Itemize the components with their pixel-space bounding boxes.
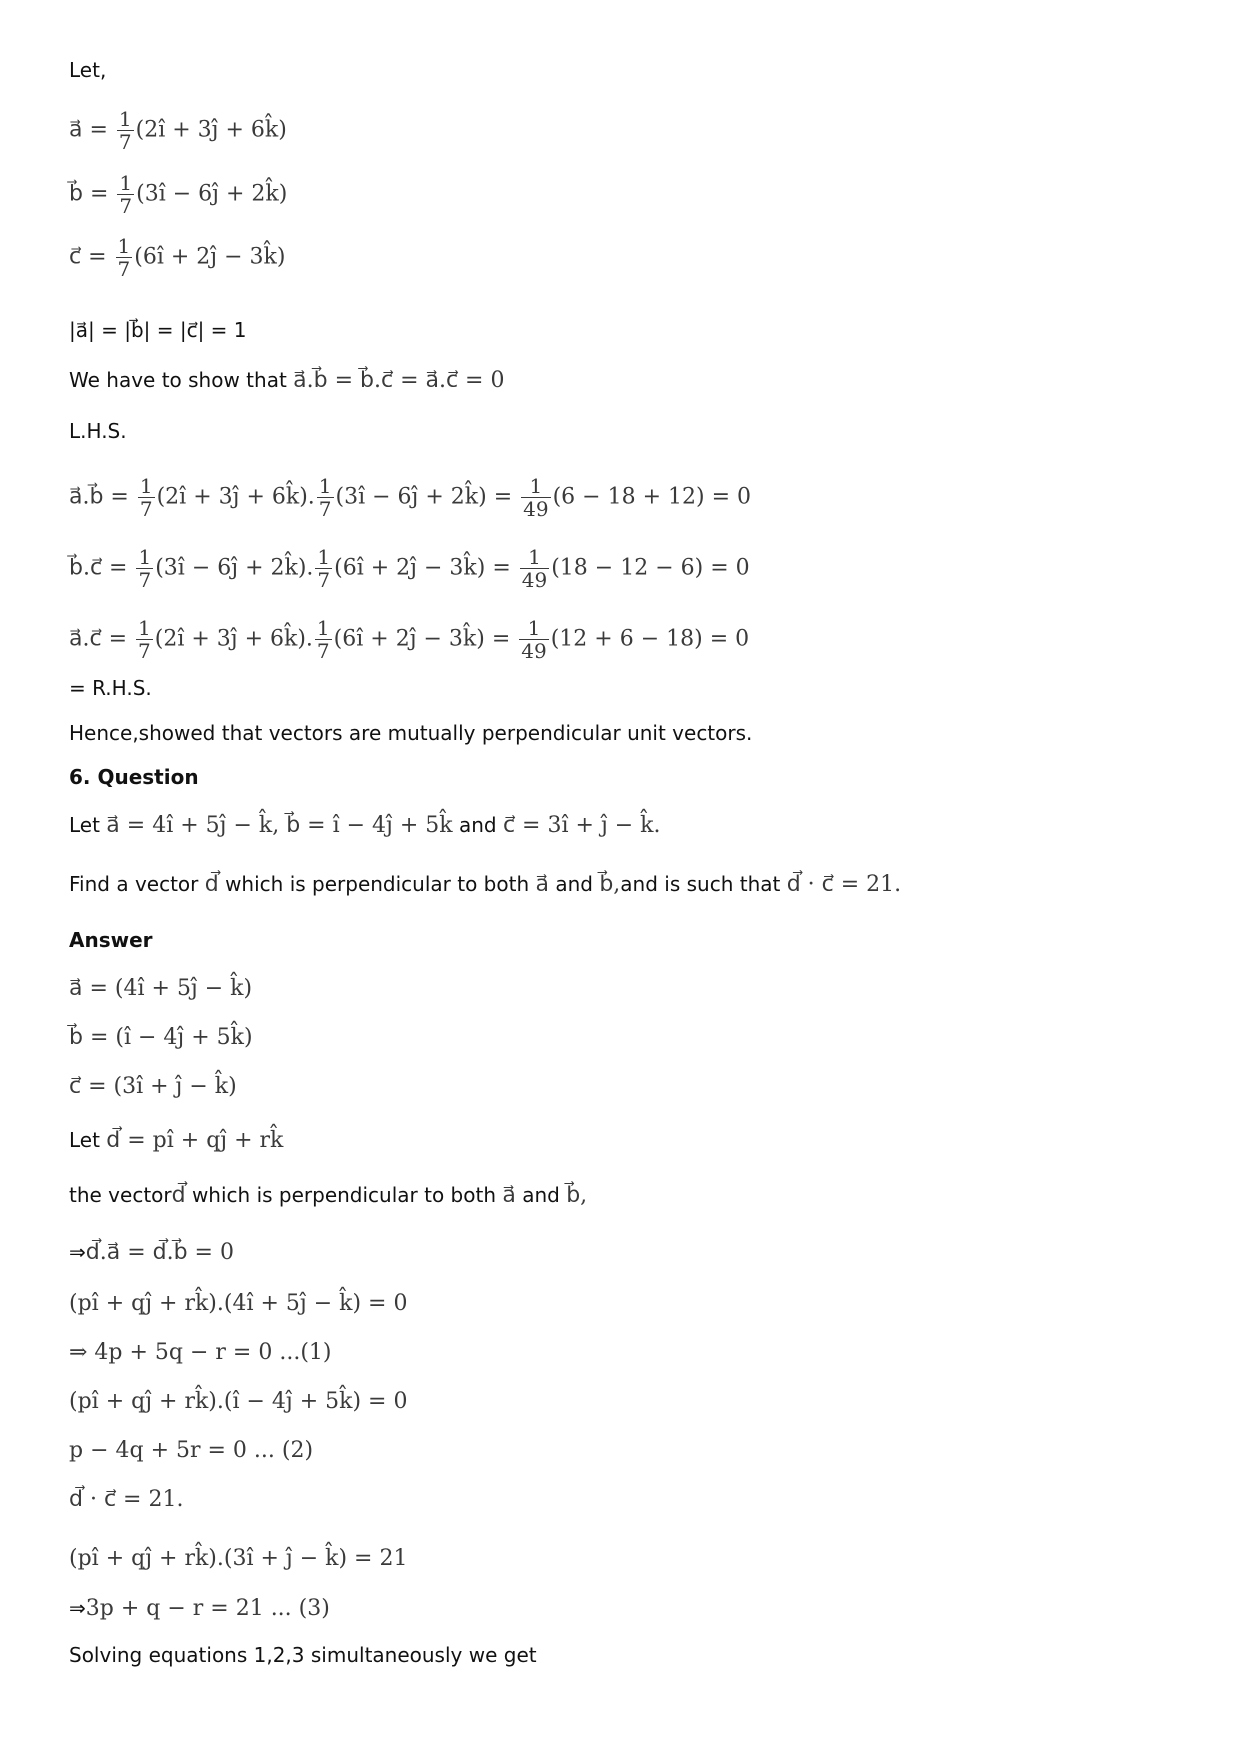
equation-1: ⇒ 4p + 5q − r = 0 ...(1): [69, 1340, 332, 1365]
answer-vector-c: c⃗ = (3î + ĵ − k̂): [69, 1074, 237, 1099]
vector-c-definition: c⃗ = $\frac{1}{7}$ (6î + 2ĵ − 3k̂): [69, 234, 286, 281]
fraction-one-fortyninth: $\frac{1}{49}$: [521, 545, 548, 592]
fraction-one-seventh: $\frac{1}{7}$: [138, 616, 151, 663]
fraction-one-seventh: $\frac{1}{7}$: [138, 545, 152, 592]
dot-product-d-c: (pî + qĵ + rk̂).(3î + ĵ − k̂) = 21: [69, 1546, 408, 1571]
let-label: Let,: [69, 58, 107, 82]
answer-heading: Answer: [69, 928, 153, 952]
magnitude-statement: |a⃗| = |b⃗| = |c⃗| = 1: [69, 318, 247, 342]
show-statement: We have to show that a⃗.b⃗ = b⃗.c⃗ = a⃗.c⃗ = 0: [69, 368, 505, 393]
rhs-label: = R.H.S.: [69, 676, 152, 700]
fraction-one-seventh: $\frac{1}{7}$: [118, 107, 132, 154]
fraction-one-seventh: $\frac{1}{7}$: [117, 234, 131, 281]
question-vectors: Let a⃗ = 4î + 5ĵ − k̂, b⃗ = î − 4ĵ + 5k̂ and c⃗ = 3î + ĵ − k̂.: [69, 813, 661, 838]
dot-product-bc: b⃗.c⃗ = $\frac{1}{7}$ (3î − 6ĵ + 2k̂). $\frac{1}{7}$ (6î + 2ĵ − 3k̂) = $\frac{1}{49}$ (18 − 12 − 6) = 0: [69, 545, 750, 592]
fraction-one-seventh: $\frac{1}{7}$: [318, 474, 332, 521]
equation-2: p − 4q + 5r = 0 ... (2): [69, 1438, 314, 1463]
answer-vector-a: a⃗ = (4î + 5ĵ − k̂): [69, 976, 253, 1001]
equation-3: ⇒3p + q − r = 21 ... (3): [69, 1596, 330, 1621]
fraction-one-fortyninth: $\frac{1}{49}$: [521, 616, 547, 663]
question-task: Find a vector d⃗ which is perpendicular to both a⃗ and b⃗,and is such that d⃗ · c⃗ = 21.: [69, 872, 902, 897]
question-heading: 6. Question: [69, 765, 199, 789]
solving-statement: Solving equations 1,2,3 simultaneously we get: [69, 1643, 537, 1667]
vector-a-definition: a⃗ = $\frac{1}{7}$ (2î + 3ĵ + 6k̂): [69, 107, 287, 154]
dot-product-d-b: (pî + qĵ + rk̂).(î − 4ĵ + 5k̂) = 0: [69, 1389, 408, 1414]
implication-dot-zero: ⇒d⃗.a⃗ = d⃗.b⃗ = 0: [69, 1240, 234, 1265]
fraction-one-seventh: $\frac{1}{7}$: [139, 474, 153, 521]
dot-product-ab: a⃗.b⃗ = $\frac{1}{7}$ (2î + 3ĵ + 6k̂). $\frac{1}{7}$ (3î − 6ĵ + 2k̂) = $\frac{1}{49}$ (6 − 18 + 12) = 0: [69, 474, 751, 521]
answer-vector-b: b⃗ = (î − 4ĵ + 5k̂): [69, 1025, 253, 1050]
fraction-one-fortyninth: $\frac{1}{49}$: [523, 474, 549, 521]
dot-product-ac: a⃗.c⃗ = $\frac{1}{7}$ (2î + 3ĵ + 6k̂). $\frac{1}{7}$ (6î + 2ĵ − 3k̂) = $\frac{1}{49}$ (12 + 6 − 18) = 0: [69, 616, 750, 663]
fraction-one-seventh: $\frac{1}{7}$: [316, 616, 330, 663]
d-dot-c-condition: d⃗ · c⃗ = 21.: [69, 1487, 184, 1512]
dot-product-d-a: (pî + qĵ + rk̂).(4î + 5ĵ − k̂) = 0: [69, 1291, 408, 1316]
lhs-label: L.H.S.: [69, 419, 127, 443]
fraction-one-seventh: $\frac{1}{7}$: [317, 545, 331, 592]
let-d-definition: Let d⃗ = pî + qĵ + rk̂: [69, 1128, 284, 1153]
conclusion-text: Hence,showed that vectors are mutually perpendicular unit vectors.: [69, 721, 753, 745]
fraction-one-seventh: $\frac{1}{7}$: [119, 171, 133, 218]
vector-b-definition: b⃗ = $\frac{1}{7}$ (3î − 6ĵ + 2k̂): [69, 171, 288, 218]
perpendicular-statement: the vectord⃗ which is perpendicular to both a⃗ and b⃗,: [69, 1183, 588, 1208]
